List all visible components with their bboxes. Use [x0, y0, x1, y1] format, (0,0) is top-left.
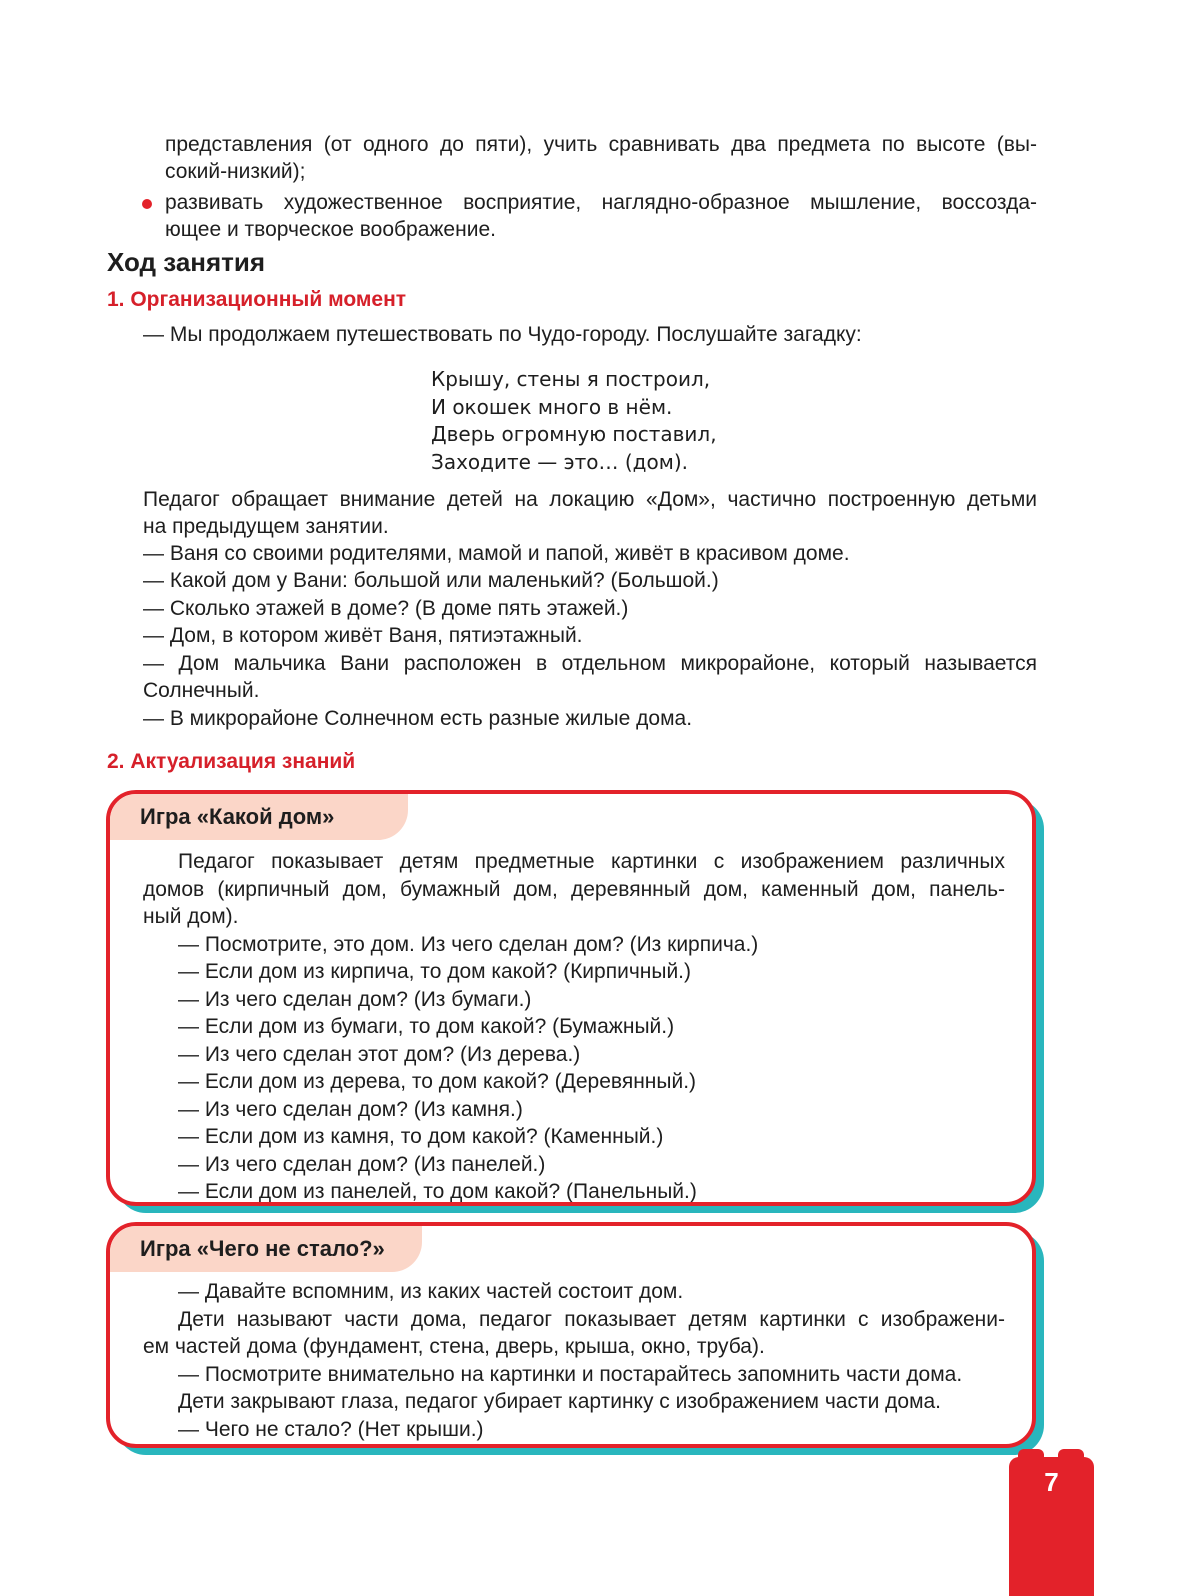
dialogue-line: — Дом, в котором живёт Ваня, пятиэтажный. — [143, 624, 583, 647]
game1-dialogue-line: — Из чего сделан дом? (Из камня.) — [178, 1097, 523, 1121]
dialogue-last-line: — В микрорайоне Солнечном есть разные жилые дома. — [143, 707, 693, 730]
continuation-line-1: представления (от одного до пяти), учить сравнивать два предмета по высоте (вы- — [165, 133, 1037, 156]
game1-dialogue-line: — Если дом из камня, то дом какой? (Каменный.) — [178, 1125, 664, 1148]
game1-dialogue-line: — Если дом из дерева, то дом какой? (Деревянный.) — [178, 1070, 697, 1093]
game1-dialogue-line: — Если дом из бумаги, то дом какой? (Бумажный.) — [178, 1015, 675, 1038]
game2-title: Игра «Чего не стало?» — [140, 1236, 385, 1261]
poem-line: Заходите — это… (дом). — [431, 449, 688, 474]
game1-dialogue-line: — Из чего сделан дом? (Из бумаги.) — [178, 987, 532, 1011]
game1-dialogue-line: — Из чего сделан дом? (Из панелей.) — [178, 1152, 546, 1176]
dialogue-line: — Какой дом у Вани: большой или маленький? (Большой.) — [143, 569, 719, 592]
section2-title: 2. Актуализация знаний — [107, 750, 356, 773]
dialogue-long-line-2: Солнечный. — [143, 679, 260, 702]
game2-box — [106, 1222, 1036, 1448]
section1-intro: — Мы продолжаем путешествовать по Чудо-городу. Послушайте загадку: — [143, 323, 862, 346]
page-number: 7 — [1044, 1467, 1059, 1497]
game1-dialogue-line: — Из чего сделан этот дом? (Из дерева.) — [178, 1042, 581, 1066]
poem-line: И окошек много в нём. — [431, 394, 673, 419]
game2-line: — Чего не стало? (Нет крыши.) — [178, 1417, 484, 1441]
game1-title: Игра «Какой дом» — [140, 804, 335, 829]
bullet-line-2: ющее и творческое воображение. — [165, 218, 496, 241]
dialogue-line: — Сколько этажей в доме? (В доме пять этажей.) — [143, 597, 629, 620]
game2-line: ем частей дома (фундамент, стена, дверь, крыша, окно, труба). — [143, 1335, 765, 1358]
game2-line: Дети закрывают глаза, педагог убирает картинку с изображением части дома. — [178, 1390, 942, 1413]
game1-para-line: ный дом). — [143, 905, 239, 928]
game2-line: Дети называют части дома, педагог показывает детям картинки с изображени- — [178, 1307, 1005, 1331]
poem-line: Дверь огромную поставил, — [431, 422, 717, 446]
bullet-line-1: развивать художественное восприятие, наглядно-образное мышление, воссозда- — [165, 191, 1037, 214]
game1-para-line: домов (кирпичный дом, бумажный дом, деревянный дом, каменный дом, панель- — [143, 877, 1005, 901]
game2-line: — Посмотрите внимательно на картинки и постарайтесь запомнить части дома. — [178, 1362, 963, 1386]
game2-line: — Давайте вспомним, из каких частей состоит дом. — [178, 1280, 684, 1303]
game1-dialogue-line: — Если дом из кирпича, то дом какой? (Кирпичный.) — [178, 960, 692, 983]
game1-para-line: Педагог показывает детям предметные картинки с изображением различных — [178, 850, 1005, 873]
section1-paragraph-line-1: Педагог обращает внимание детей на локацию «Дом», частично построенную детьми — [143, 488, 1037, 511]
dialogue-long-line-1: — Дом мальчика Вани расположен в отдельном микрорайоне, который называется — [143, 652, 1037, 675]
game1-dialogue-line: — Посмотрите, это дом. Из чего сделан дом? (Из кирпича.) — [178, 932, 759, 956]
lesson-progress-heading: Ход занятия — [107, 247, 266, 277]
dialogue-line: — Ваня со своими родителями, мамой и папой, живёт в красивом доме. — [143, 542, 850, 565]
bullet-dot-icon — [142, 199, 152, 209]
game2-title-tab — [110, 1226, 422, 1272]
section1-title: 1. Организационный момент — [107, 288, 407, 311]
game1-box — [106, 790, 1036, 1206]
riddle-poem — [431, 366, 717, 476]
game1-text — [143, 848, 1005, 1206]
section1-paragraph-line-2: на предыдущем занятии. — [143, 515, 389, 538]
game2-text — [143, 1278, 1005, 1443]
continuation-line-2: сокий-низкий); — [165, 160, 306, 183]
game1-dialogue-line: — Если дом из панелей, то дом какой? (Панельный.) — [178, 1180, 697, 1203]
game1-title-tab — [110, 794, 408, 840]
poem-line: Крышу, стены я построил, — [431, 367, 711, 391]
